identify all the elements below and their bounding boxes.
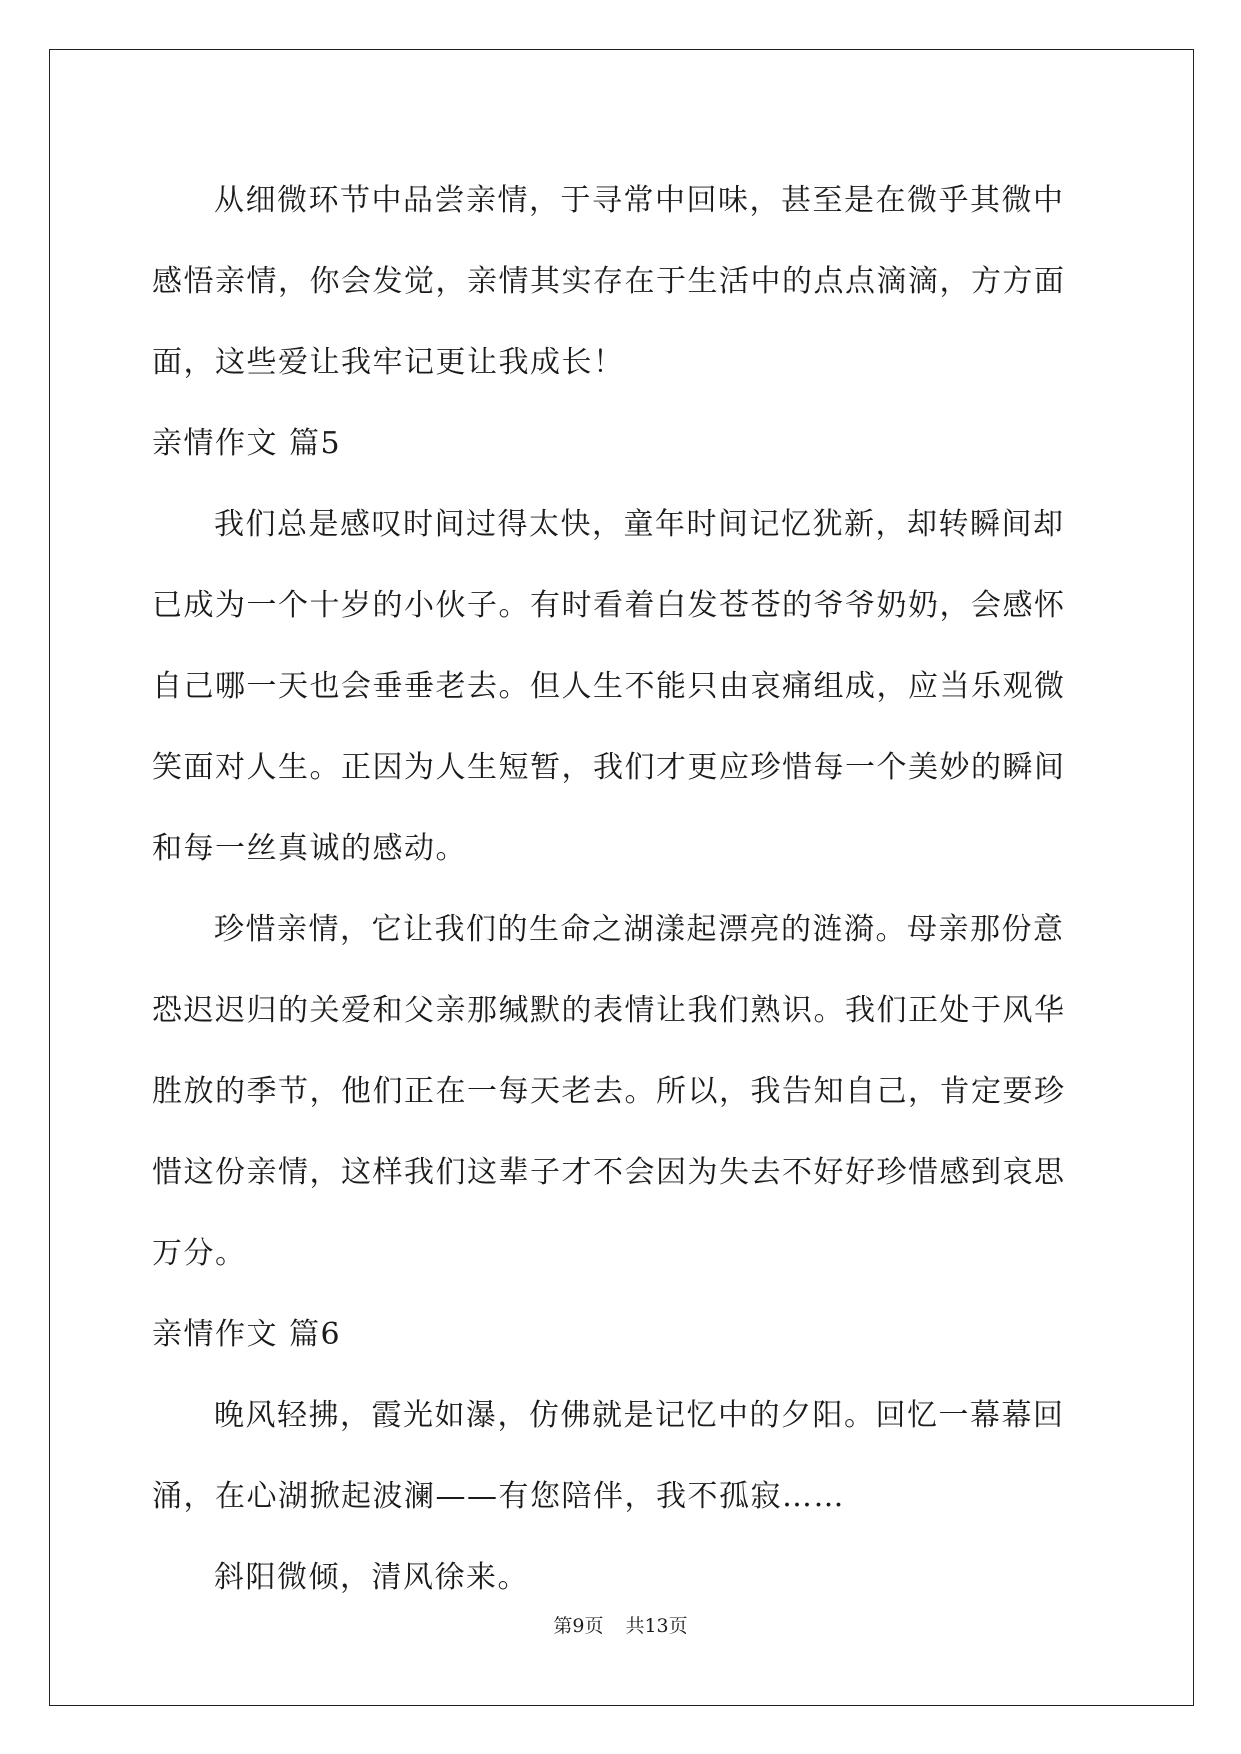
document-body: [152, 160, 1092, 1618]
total-pages: 共13页: [625, 1615, 688, 1637]
paragraph: 我们总是感叹时间过得太快，童年时间记忆犹新，却转瞬间却已成为一个十岁的小伙子。有时看着白发苍苍的爷爷奶奶，会感怀自己哪一天也会垂垂老去。但人生不能只由哀痛组成，应当乐观微笑面对人生。正因为人生短暂，我们才更应珍惜每一个美妙的瞬间和每一丝真诚的感动。: [152, 507, 1066, 866]
paragraph: 从细微环节中品尝亲情，于寻常中回味，甚至是在微乎其微中感悟亲情，你会发觉，亲情其实存在于生活中的点点滴滴，方方面面，这些爱让我牢记更让我成长！: [152, 183, 1066, 380]
section-heading: 亲情作文 篇6: [152, 1317, 342, 1352]
section-heading: 亲情作文 篇5: [152, 426, 342, 461]
page-footer: [0, 1614, 1241, 1638]
paragraph: 珍惜亲情，它让我们的生命之湖漾起漂亮的涟漪。母亲那份意恐迟迟归的关爱和父亲那缄默的表情让我们熟识。我们正处于风华胜放的季节，他们正在一每天老去。所以，我告知自己，肯定要珍惜这份亲情，这样我们这辈子才不会因为失去不好好珍惜感到哀思万分。: [152, 912, 1066, 1271]
paragraph: 斜阳微倾，清风徐来。: [214, 1560, 529, 1595]
paragraph: 晚风轻拂，霞光如瀑，仿佛就是记忆中的夕阳。回忆一幕幕回涌，在心湖掀起波澜——有您陪伴，我不孤寂……: [152, 1398, 1065, 1514]
current-page-number: 第9页: [553, 1615, 604, 1637]
